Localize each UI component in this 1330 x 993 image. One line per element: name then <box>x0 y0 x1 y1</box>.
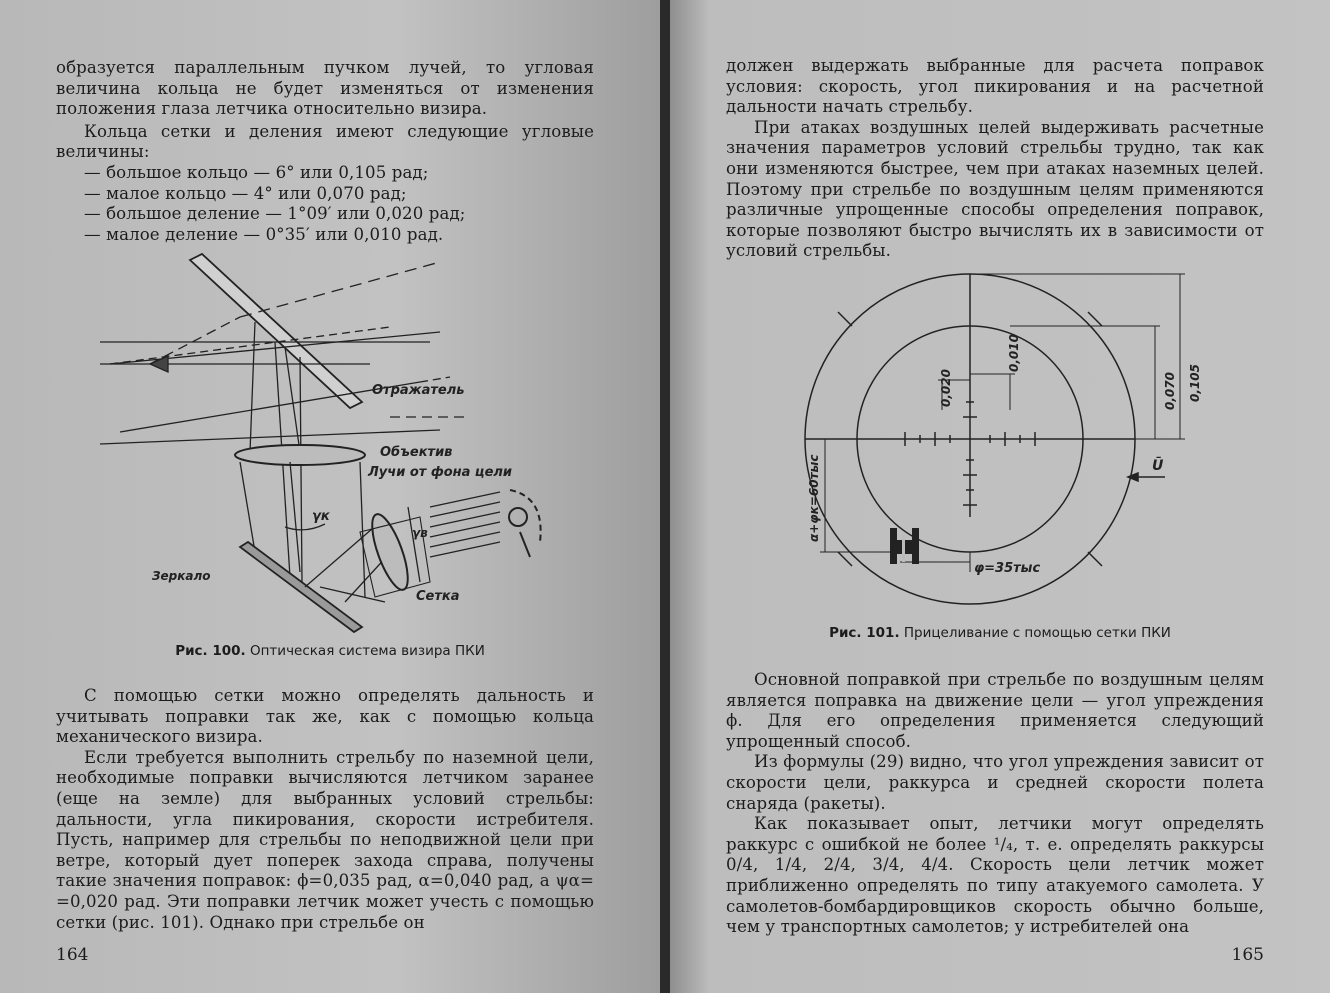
left-bottom-text <box>56 686 594 933</box>
label-velocity: Ū <box>1152 458 1164 474</box>
label-objective: Объектив <box>380 445 453 460</box>
optical-system-diagram <box>90 252 560 637</box>
figure-101-number: Рис. 101. <box>829 625 900 641</box>
right-paragraph-4: Из формулы (29) видно, что угол упреждения зависит от скорости цели, раккурса и средней скорости полета снаряда (ракеты). <box>726 752 1264 813</box>
label-phi: φ=35тыс <box>974 561 1041 576</box>
label-reticle: Сетка <box>416 589 460 604</box>
right-paragraph-2: При атаках воздушных целей выдерживать расчетные значения параметров условий стрельбы трудно, так как они изменяются быстрее, чем при атаках наземных целей. Поэтому при стрельбе по воздушным целям применяются различные упрощенные способы определения поправок, которые позволяют быстро вычислять их в зависимости от условий стрельбы. <box>726 117 1264 261</box>
right-paragraph-1: должен выдержать выбранные для расчета поправок условия: скорость, угол пикирования и на расчетной дальности начать стрельбу. <box>726 56 1264 117</box>
right-paragraph-5: Как показывает опыт, летчики могут определять раккурс с ошибкой не более ¹/₄, т. е. определять раккурсы 0/4, 1/4, 2/4, 3/4, 4/4. Скорость цели летчик может приближенно определять по типу атакуемого самолета. У самолетов-бомбардировщиков скорость обычно больше, чем у транспортных самолетов; у истребителей она <box>726 814 1264 937</box>
label-0070: 0,070 <box>1163 372 1177 410</box>
label-0010: 0,010 <box>1007 334 1021 372</box>
left-paragraph-3: С помощью сетки можно определять дальность и учитывать поправки так же, как с помощью кольца механического визира. <box>56 686 594 747</box>
left-page <box>0 0 660 993</box>
figure-100-number: Рис. 100. <box>175 643 246 659</box>
label-gamma-v: γв <box>412 526 428 540</box>
right-bottom-text <box>726 670 1264 938</box>
figure-100-title: Оптическая система визира ПКИ <box>249 643 485 659</box>
right-top-text <box>726 56 1264 262</box>
figure-101-caption <box>670 625 1330 641</box>
left-paragraph-2: Кольца сетки и деления имеют следующие угловые величины: <box>56 121 594 162</box>
label-mirror: Зеркало <box>152 569 211 583</box>
target-aircraft-icon <box>890 528 919 564</box>
reticle-aiming-diagram <box>790 262 1220 612</box>
left-page-number: 164 <box>56 945 89 965</box>
label-reflector: Отражатель <box>372 383 465 398</box>
left-paragraph-1: образуется параллельным пучком лучей, то угловая величина кольца не будет изменяться от изменения положения глаза летчика относительно визира. <box>56 58 594 119</box>
left-paragraph-4: Если требуется выполнить стрельбу по наземной цели, необходимые поправки вычисляются летчиком заранее (еще на земле) для выбранных условий стрельбы: дальности, угла пикирования, скорости истребителя. Пусть, например для стрельбы по неподвижной цели при ветре, который дует поперек захода справа, получены такие значения поправок: ϕ=0,035 рад, α=0,040 рад, а ψα= =0,020 рад. Эти поправки летчик может учесть с помощью сетки (рис. 101). Однако при стрельбе он <box>56 747 594 932</box>
label-alpha-phi: α+φк=60тыс <box>807 454 821 542</box>
figure-101-title: Прицеливание с помощью сетки ПКИ <box>903 625 1171 641</box>
label-0020: 0,020 <box>939 369 953 407</box>
right-paragraph-3: Основной поправкой при стрельбе по воздушным целям является поправка на движение цели — угол упреждения ϕ. Для его определения применяется следующий упрощенный способ. <box>726 670 1264 751</box>
list-item-big-ring: — большое кольцо — 6° или 0,105 рад; <box>84 162 429 182</box>
right-page-number: 165 <box>1231 945 1264 965</box>
list-item-small-division: — малое деление — 0°35′ или 0,010 рад. <box>84 224 444 244</box>
figure-100-caption <box>0 643 660 659</box>
list-item-small-ring: — малое кольцо — 4° или 0,070 рад; <box>84 183 407 203</box>
label-rays: Лучи от фона цели <box>368 465 513 480</box>
label-0105: 0,105 <box>1188 364 1202 402</box>
left-top-text <box>56 58 594 245</box>
right-page <box>670 0 1330 993</box>
list-item-big-division: — большое деление — 1°09′ или 0,020 рад; <box>84 204 466 224</box>
label-gamma-k: γк <box>312 509 330 524</box>
